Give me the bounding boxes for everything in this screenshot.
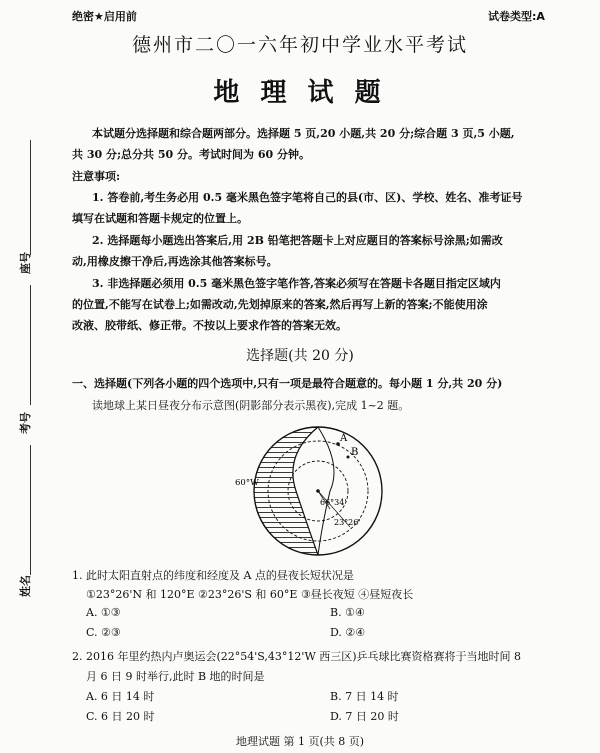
binding-line-top [30,140,31,255]
notice-item3-line1: 3. 非选择题必须用 0.5 毫米黑色签字笔作答,答案必须写在答题卡各题目指定区域内 [92,277,501,290]
exam-title: 德州市二〇一六年初中学业水平考试 [131,34,468,56]
notice-item3-line2: 的位置,不能写在试卷上;如需改动,先划掉原来的答案,然后再写上新的答案;不能使用涂 [72,298,488,311]
secret-label: 绝密★启用前 [72,10,137,23]
meridian-line [318,427,334,555]
point-b [347,456,350,459]
name-label: 姓名 [19,575,32,597]
q2-option-c: C. 6 日 20 时 [86,710,155,723]
notice-item1-line2: 填写在试题和答题卡规定的位置上。 [72,212,248,225]
page-footer: 地理试题 第 1 页(共 8 页) [235,735,365,748]
intro-line-2: 共 30 分;总分共 50 分。考试时间为 60 分钟。 [72,148,310,161]
label-60w: 60°W [235,478,259,488]
subject-title: 地 理 试 题 [213,78,387,108]
q1-option-d: D. ②④ [330,626,366,639]
q1-option-c: C. ②③ [86,626,121,639]
label-a: A [340,433,348,444]
day-night-diagram [230,415,400,560]
q2-option-d: D. 7 日 20 时 [330,710,399,723]
notice-item2-line2: 动,用橡皮擦干净后,再选涂其他答案标号。 [72,255,278,268]
night-region [254,427,318,555]
section-title: 选择题(共 20 分) [246,348,354,364]
notice-item3-line3: 改液、胶带纸、修正带。不按以上要求作答的答案无效。 [72,319,347,332]
label-66: 66°34' [320,498,347,507]
notice-item2-line1: 2. 选择题每小题选出答案后,用 2B 铅笔把答题卡上对应题目的答案标号涂黑;如需改 [92,234,503,247]
seat-label: 座号 [19,252,32,274]
section-heading: 一、选择题(下列各小题的四个选项中,只有一项是最符合题意的。每小题 1 分,共 20 分) [72,377,503,390]
q1-option-a: A. ①③ [86,606,121,619]
q1-statements: ①23°26'N 和 120°E ②23°26'S 和 60°E ③昼长夜短 ④昼短夜长 [86,588,414,601]
binding-line-low [30,445,31,575]
notice-title: 注意事项: [72,170,121,183]
exam-no-label: 考号 [19,412,32,434]
label-b: B [351,447,359,458]
q2-stem-line-2: 月 6 日 9 时举行,此时 B 地的时间是 [86,670,265,683]
q1-option-b: B. ①④ [330,606,365,619]
q2-stem-line-1: 2. 2016 年里约热内卢奥运会(22°54'S,43°12'W 西三区)乒乓球比赛资格赛将于当地时间 8 [72,650,522,663]
label-23: 23°26' [334,518,361,527]
q1-stem: 1. 此时太阳直射点的纬度和经度及 A 点的昼夜长短状况是 [72,569,354,582]
q2-option-b: B. 7 日 14 时 [330,690,399,703]
paper-type: 试卷类型:A [488,10,545,23]
notice-item1-line1: 1. 答卷前,考生务必用 0.5 毫米黑色签字笔将自己的县(市、区)、学校、姓名、准考证号 [92,191,523,204]
q2-option-a: A. 6 日 14 时 [86,690,155,703]
figure-prompt: 读地球上某日昼夜分布示意图(阴影部分表示黑夜),完成 1~2 题。 [92,399,410,412]
intro-line-1: 本试题分选择题和综合题两部分。选择题 5 页,20 小题,共 20 分;综合题 3 页,5 小题, [92,127,515,140]
